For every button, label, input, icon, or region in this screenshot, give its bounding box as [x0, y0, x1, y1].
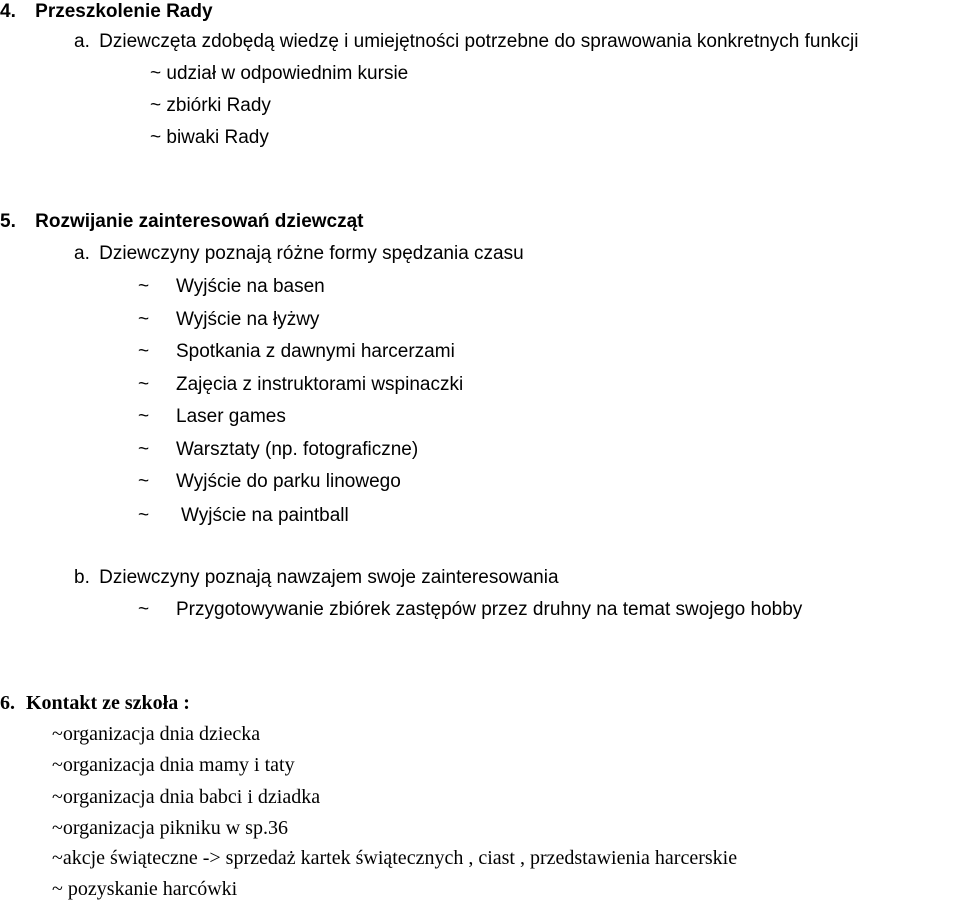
tilde-marker: ~ [138, 406, 150, 427]
section-title: Kontakt ze szkoła : [26, 692, 190, 714]
list-item: ~organizacja dnia mamy i taty [52, 754, 295, 776]
list-item [150, 62, 408, 86]
item-text: Dziewczyny poznają różne formy spędzania czasu [99, 243, 524, 264]
list-item: ~organizacja dnia babci i dziadka [52, 786, 321, 808]
bullet-text: udział w odpowiednim kursie [166, 63, 409, 84]
section-4-item-a [74, 30, 859, 54]
tilde-marker: ~ [138, 374, 150, 395]
tilde-marker: ~ [138, 505, 150, 526]
tilde-marker: ~ [138, 471, 150, 492]
section-title: Przeszkolenie Rady [35, 1, 213, 22]
list-item: ~organizacja dnia dziecka [52, 723, 261, 745]
list-item [138, 470, 401, 494]
list-item [150, 126, 269, 150]
tilde-marker: ~ [150, 63, 162, 84]
section-number: 5. [0, 211, 16, 232]
tilde-marker: ~ [138, 439, 150, 460]
bullet-text: Zajęcia z instruktorami wspinaczki [176, 374, 464, 395]
list-item [138, 598, 802, 622]
item-marker: b. [74, 567, 90, 588]
bullet-text: biwaki Rady [166, 127, 269, 148]
item-text: Dziewczyny poznają nawzajem swoje zainteresowania [99, 567, 559, 588]
bullet-text: Wyjście na łyżwy [176, 309, 320, 330]
item-marker: a. [74, 31, 90, 52]
section-number: 4. [0, 1, 16, 22]
list-item: ~akcje świąteczne -> sprzedaż kartek świątecznych , ciast , przedstawienia harcerskie [52, 847, 738, 869]
list-item [138, 405, 286, 429]
section-4-heading [0, 0, 213, 24]
list-item [138, 438, 418, 462]
list-item [150, 94, 271, 118]
section-title: Rozwijanie zainteresowań dziewcząt [35, 211, 364, 232]
tilde-marker: ~ [138, 276, 150, 297]
list-item [138, 340, 455, 364]
item-text: Dziewczęta zdobędą wiedzę i umiejętności potrzebne do sprawowania konkretnych funkcji [99, 31, 859, 52]
section-number: 6. [0, 692, 15, 714]
list-item: ~ pozyskanie harcówki [52, 878, 238, 900]
list-item [138, 504, 349, 528]
section-5-heading [0, 210, 364, 234]
tilde-marker: ~ [138, 341, 150, 362]
bullet-text: Przygotowywanie zbiórek zastępów przez druhny na temat swojego hobby [176, 599, 803, 620]
section-5-item-a [74, 242, 524, 266]
item-marker: a. [74, 243, 90, 264]
bullet-text: Spotkania z dawnymi harcerzami [176, 341, 455, 362]
section-6-heading [0, 691, 190, 715]
bullet-text: Laser games [176, 406, 286, 427]
tilde-marker: ~ [138, 309, 150, 330]
tilde-marker: ~ [150, 127, 162, 148]
list-item [138, 275, 325, 299]
tilde-marker: ~ [150, 95, 162, 116]
tilde-marker: ~ [138, 599, 150, 620]
bullet-text: Wyjście na paintball [181, 505, 349, 526]
list-item [138, 373, 463, 397]
bullet-text: Wyjście na basen [176, 276, 325, 297]
list-item [138, 308, 319, 332]
section-5-item-b [74, 566, 559, 590]
bullet-text: Wyjście do parku linowego [176, 471, 401, 492]
list-item: ~organizacja pikniku w sp.36 [52, 817, 288, 839]
bullet-text: zbiórki Rady [166, 95, 271, 116]
bullet-text: Warsztaty (np. fotograficzne) [176, 439, 419, 460]
